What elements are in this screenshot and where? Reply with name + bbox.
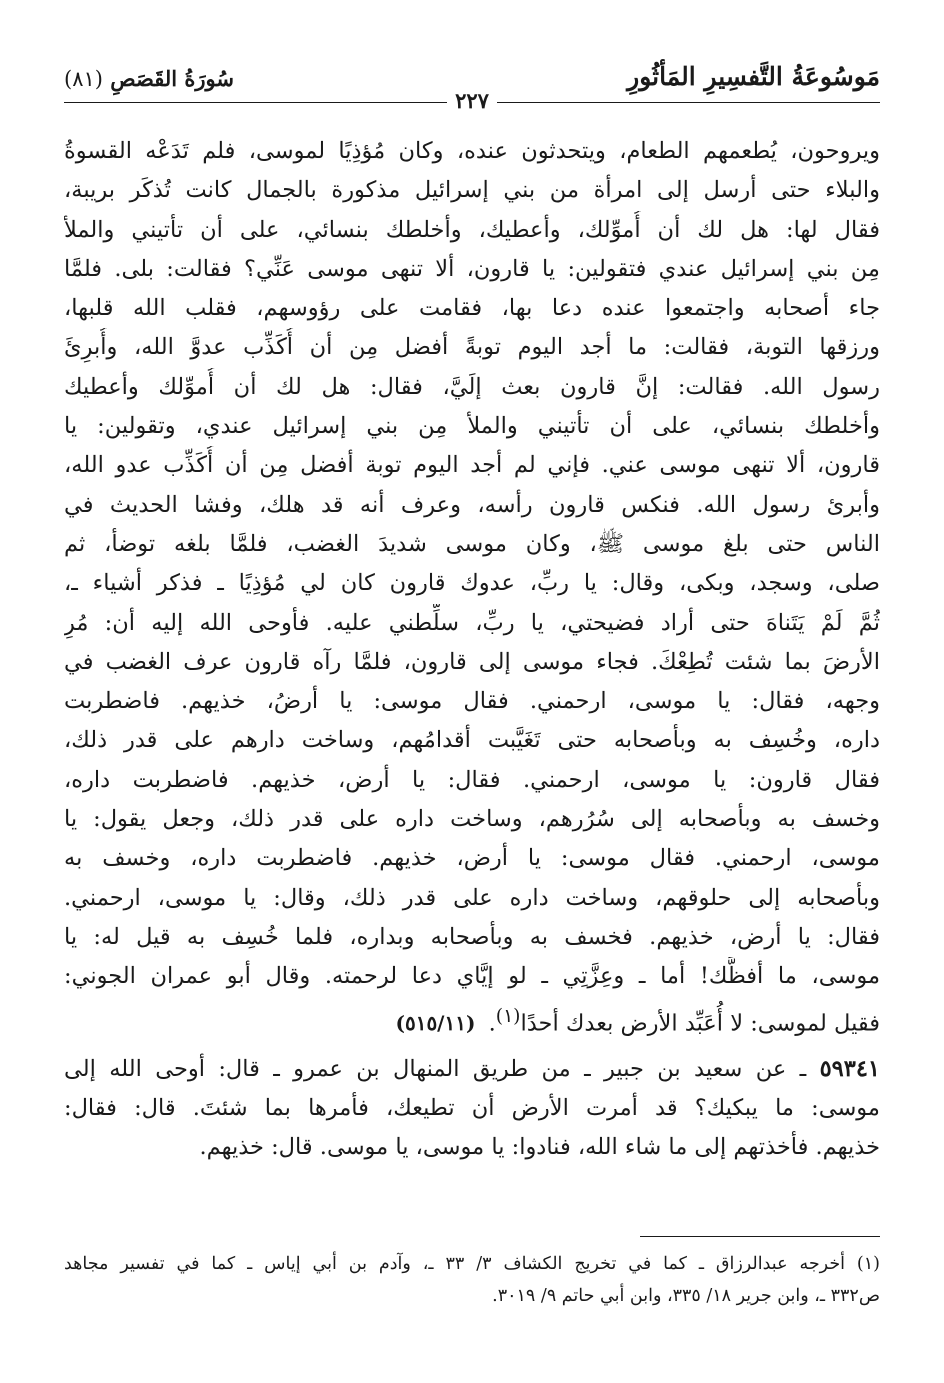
text-line: ثُمَّ لَمْ يَتَناهَ حتى أراد فضيحتي، يا ربِّ، سلِّطني عليه. فأوحى الله إليه أن: مُرِ xyxy=(64,609,880,636)
footnote-separator xyxy=(640,1236,880,1237)
text-line: الأرضَ بما شئت تُطِعْكَ. فجاء موسى إلى قارون، فلمَّا رآه قارون عرف الغضب في xyxy=(64,648,880,675)
page-number-wrap xyxy=(0,88,944,113)
text-line: فقال: يا أرض، خذيهم. فخسف به وبأصحابه وبداره، فلما خُسِف به قيل له: يا xyxy=(64,923,880,950)
footnote-line: (١) أخرجه عبدالرزاق ـ كما في تخريج الكشاف ٣/ ٣٣ ـ، وآدم بن أبي إياس ـ كما في تفسير مجاهد xyxy=(64,1254,880,1274)
paragraph-last-line: فقيل لموسى: لا أُعَبِّد الأرض بعدك أحدًا$^{(١)}$. (٥١٥/١١) xyxy=(395,1005,880,1036)
text-line: موسى: ما يبكيك؟ قد أمرت الأرض أن تطيعك، فأمرها بما شئتَ. قال: فقال: xyxy=(64,1095,880,1122)
text-line: والبلاء حتى أرسل إلى امرأة من بني إسرائيل مذكورة بالجمال كانت تُذكَر بريبة، xyxy=(64,177,880,204)
footnotes xyxy=(64,1248,880,1312)
text-line: الناس حتى بلغ موسى ﷺ، وكان موسى شديدَ الغضب، فلمَّا بلغه توضأ، ثم xyxy=(64,530,880,557)
text-line: وجهه، فقال: يا موسى، ارحمني. فقال موسى: يا أرضُ، خذيهم. فاضطربت xyxy=(64,688,880,715)
text-line: فقال قارون: يا موسى، ارحمني. فقال: يا أرض، خذيهم. فاضطربت داره، xyxy=(64,766,880,793)
text-line: جاء أصحابه واجتمعوا عنده دعا بها، فقامت على رؤوسهم، فقلب الله قلبها، xyxy=(64,295,880,322)
hadith-number: ٥٩٣٤١ xyxy=(819,1055,880,1082)
text-line: وخسف به وبأصحابه إلى سُرُرهم، وساخت داره على قدر ذلك، وجعل يقول: يا xyxy=(64,806,880,833)
text-line: موسى، ارحمني. فقال موسى: يا أرض، خذيهم. فاضطربت داره، وخسف به xyxy=(64,845,880,872)
text-line: وبأصحابه إلى حلوقهم، وساخت داره على قدر ذلك، وقال: يا موسى، ارحمني. xyxy=(64,884,880,911)
footnote-line: ص٣٣٢ ـ، وابن جرير ١٨/ ٣٣٥، وابن أبي حاتم ٩/ ٣٠١٩. xyxy=(492,1286,880,1306)
footnote-marker: (١) xyxy=(495,1005,521,1027)
hadith-text: ـ عن سعيد بن جبير ـ من طريق المنهال بن عمرو ـ قال: أوحى الله إلى xyxy=(64,1055,807,1082)
text-line: داره، وخُسِف به وبأصحابه حتى تَغَيَّبت أقدامُهم، وساخت دارهم على قدر ذلك، xyxy=(64,727,880,754)
book-title: مَوسُوعَةُ التَّفسِيرِ المَأثُورِ xyxy=(627,62,880,91)
volume-page-reference: (٥١٥/١١) xyxy=(395,1011,476,1036)
text-line: قارون، ألا تنهى موسى عني. فإني لم أجد اليوم توبة أفضل مِن أن أُكَذِّب عدو الله، xyxy=(64,452,880,479)
text-line: رسول الله. فقالت: إنَّ قارون بعث إلَيَّ، فقال: هل لك أن أُموِّلك وأعطيك xyxy=(64,373,880,400)
text-line: ورزقها التوبة، فقالت: ما أجد اليوم توبةً أفضل مِن أن أُكَذِّب عدوَّ الله، وأُبرِئَ xyxy=(64,334,880,361)
text-line: وأبرئ رسول الله. فنكس قارون رأسه، وعرف أنه قد هلك، وفشا الحديث في xyxy=(64,491,880,518)
surah-name: سُورَةُ القَصَصِ xyxy=(110,66,234,91)
text-line-final: فقيل لموسى: لا أُعَبِّد الأرض بعدك أحدًا xyxy=(520,1010,880,1036)
text-line: مِن بني إسرائيل عندي فتقولين: يا قارون، ألا تنهى موسى عَنِّي؟ فقالت: بلى. فلمَّا xyxy=(64,255,880,282)
text-line: ويروحون، يُطعمهم الطعام، ويتحدثون عنده، وكان مُؤذِيًا لموسى، فلم تَدَعْه القسوةُ xyxy=(64,138,880,164)
page-number: ٢٢٧ xyxy=(447,88,497,113)
text-line: موسى، ما أفظَّك! أما ـ وعِزَّتِي ـ لو إيَّاي دعا لرحمته. وقال أبو عمران الجوني: xyxy=(64,963,880,990)
hadith-first-line xyxy=(64,1050,880,1089)
body-text xyxy=(64,132,880,1168)
verse-ref: (٨١) xyxy=(64,67,103,91)
text-line: خذيهم. فأخذتهم إلى ما شاء الله، فنادوا: يا موسى، يا موسى. قال: خذيهم. xyxy=(199,1134,880,1161)
text-line: صلى، وسجد، وبكى، وقال: يا ربِّ، عدوك قارون كان لي مُؤذِيًا ـ فذكر أشياء ـ، xyxy=(64,570,880,597)
text-line: وأخلطك بنسائي، على أن تأتيني والملأ مِن بني إسرائيل عندي، وتقولين: يا xyxy=(64,413,880,440)
text-line: فقال لها: هل لك أن أُموِّلك، وأعطيك، وأخلطك بنسائي، على أن تأتيني والملأ xyxy=(64,216,880,243)
